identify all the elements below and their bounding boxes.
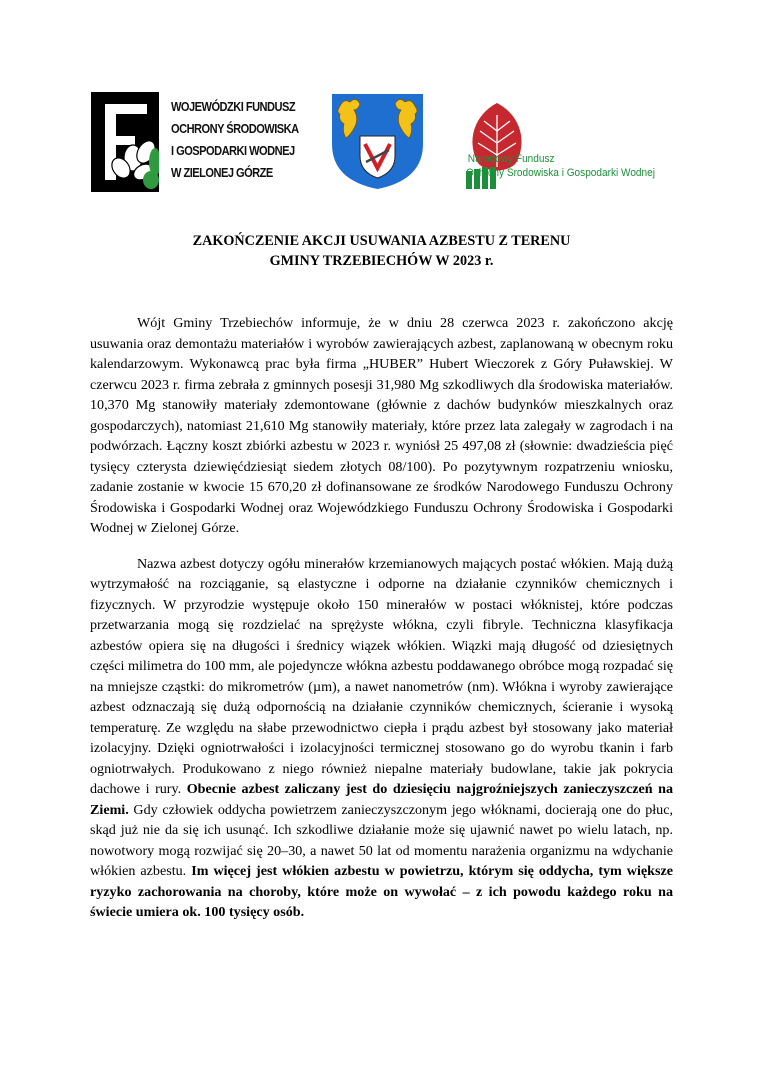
title-line-2: GMINY TRZEBIECHÓW W 2023 r.	[269, 253, 494, 269]
paragraph-text: Gdy człowiek oddycha powietrzem zanieczyszczonym jego włóknami, docierają one do płuc, skąd już nie da się ich usunąć. Ich szkodliwe działanie może się ujawnić nawet po wielu latach, np. nowotwory mogą rozwijać się 20–30, a nawet 50 lat od momentu narażenia organizmu na wdychanie włókien azbestu.	[90, 801, 673, 879]
document-body	[90, 313, 673, 938]
wfos-f-leaf-icon	[91, 92, 159, 192]
wfos-line: W ZIELONEJ GÓRZE	[171, 166, 273, 180]
document-title	[90, 231, 673, 271]
title-line-1: ZAKOŃCZENIE AKCJI USUWANIA AZBESTU Z TERENU	[192, 233, 571, 249]
nfos-line: Ochrony Środowiska i Gospodarki Wodnej	[466, 167, 655, 179]
wfos-name	[171, 96, 307, 184]
nfos-name	[466, 152, 655, 180]
nfos-logo	[462, 101, 672, 193]
coat-of-arms-icon	[330, 92, 425, 190]
paragraph-bold-text: Obecnie azbest zaliczany jest do dziesięciu najgroźniejszych zanieczyszczeń na Ziemi.	[90, 781, 673, 818]
wfos-line: I GOSPODARKI WODNEJ	[171, 144, 295, 158]
paragraph-announcement: Wójt Gminy Trzebiechów informuje, że w dniu 28 czerwca 2023 r. zakończono akcję usuwania oraz demontażu materiałów i wyrobów zawierających azbest, zaplanowaną w obecnym roku kalendarzowym. Wykonawcą prac była firma „HUBER” Hubert Wieczorek z Góry Puławskiej. W czerwcu 2023 r. firma zebrała z gminnych posesji 31,980 Mg szkodliwych dla środowiska materiałów. 10,370 Mg stanowiły materiały zdemontowane (głównie z dachów budynków mieszkalnych oraz gospodarczych), natomiast 21,610 Mg stanowiły materiały, które przez lata zalegały w zagrodach i na podwórzach. Łączny koszt zbiórki azbestu w 2023 r. wyniósł 25 497,08 zł (słownie: dwadzieścia pięć tysięcy czterysta dziewięćdziesiąt siedem złotych 08/100). Po pozytywnym rozpatrzeniu wniosku, zadanie zostanie w kwocie 15 670,20 zł dofinansowane ze środków Narodowego Funduszu Ochrony Środowiska i Gospodarki Wodnej oraz Wojewódzkiego Funduszu Ochrony Środowiska i Gospodarki Wodnej w Zielonej Górze.	[90, 315, 673, 536]
wfos-line: WOJEWÓDZKI FUNDUSZ	[171, 100, 296, 114]
wfos-line: OCHRONY ŚRODOWISKA	[171, 122, 299, 136]
paragraph-text: Nazwa azbest dotyczy ogółu minerałów krzemianowych mających postać włókien. Mają dużą wytrzymałość na rozciąganie, są elastyczne i odporne na działanie czynników chemicznych i fizycznych. W przyrodzie występuje około 150 minerałów w postaci włóknistej, które podczas przetwarzania mogą się rozdzielać na sprężyste włókna, czyli fibryle. Techniczna klasyfikacja azbestów opiera się na długości i średnicy wiązek włókien. Wiązki mają długość od dziesiętnych części milimetra do 100 mm, ale pojedyncze włókna azbestu poddawanego obróbce mogą rozpadać się na mniejsze cząstki: do mikrometrów (µm), a nawet nanometrów (nm). Włókna i wyroby zawierające azbest odznaczają się dużą odpornością na działanie czynników chemicznych, ścieranie i wysoką temperaturę. Ze względu na słabe przewodnictwo ciepła i prądu azbest był stosowany jako materiał izolacyjny. Dzięki ogniotrwałości i izolacyjności termicznej stosowano go do wyrobu tkanin i farb ogniotrwałych. Produkowano z niego również niepalne materiały budowlane, takie jak pokrycia dachowe i rury.	[90, 555, 673, 797]
paragraph-asbestos-info	[90, 554, 673, 923]
wfos-logo	[91, 92, 323, 192]
nfos-line: Narodowy Fundusz	[467, 153, 555, 165]
paragraph-bold-text: Im więcej jest włókien azbestu w powietrzu, którym się oddycha, tym większe ryzyko zachorowania na choroby, które może on wywołać – z ich powodu każdego roku na świecie umiera ok. 100 tysięcy osób.	[90, 863, 673, 920]
